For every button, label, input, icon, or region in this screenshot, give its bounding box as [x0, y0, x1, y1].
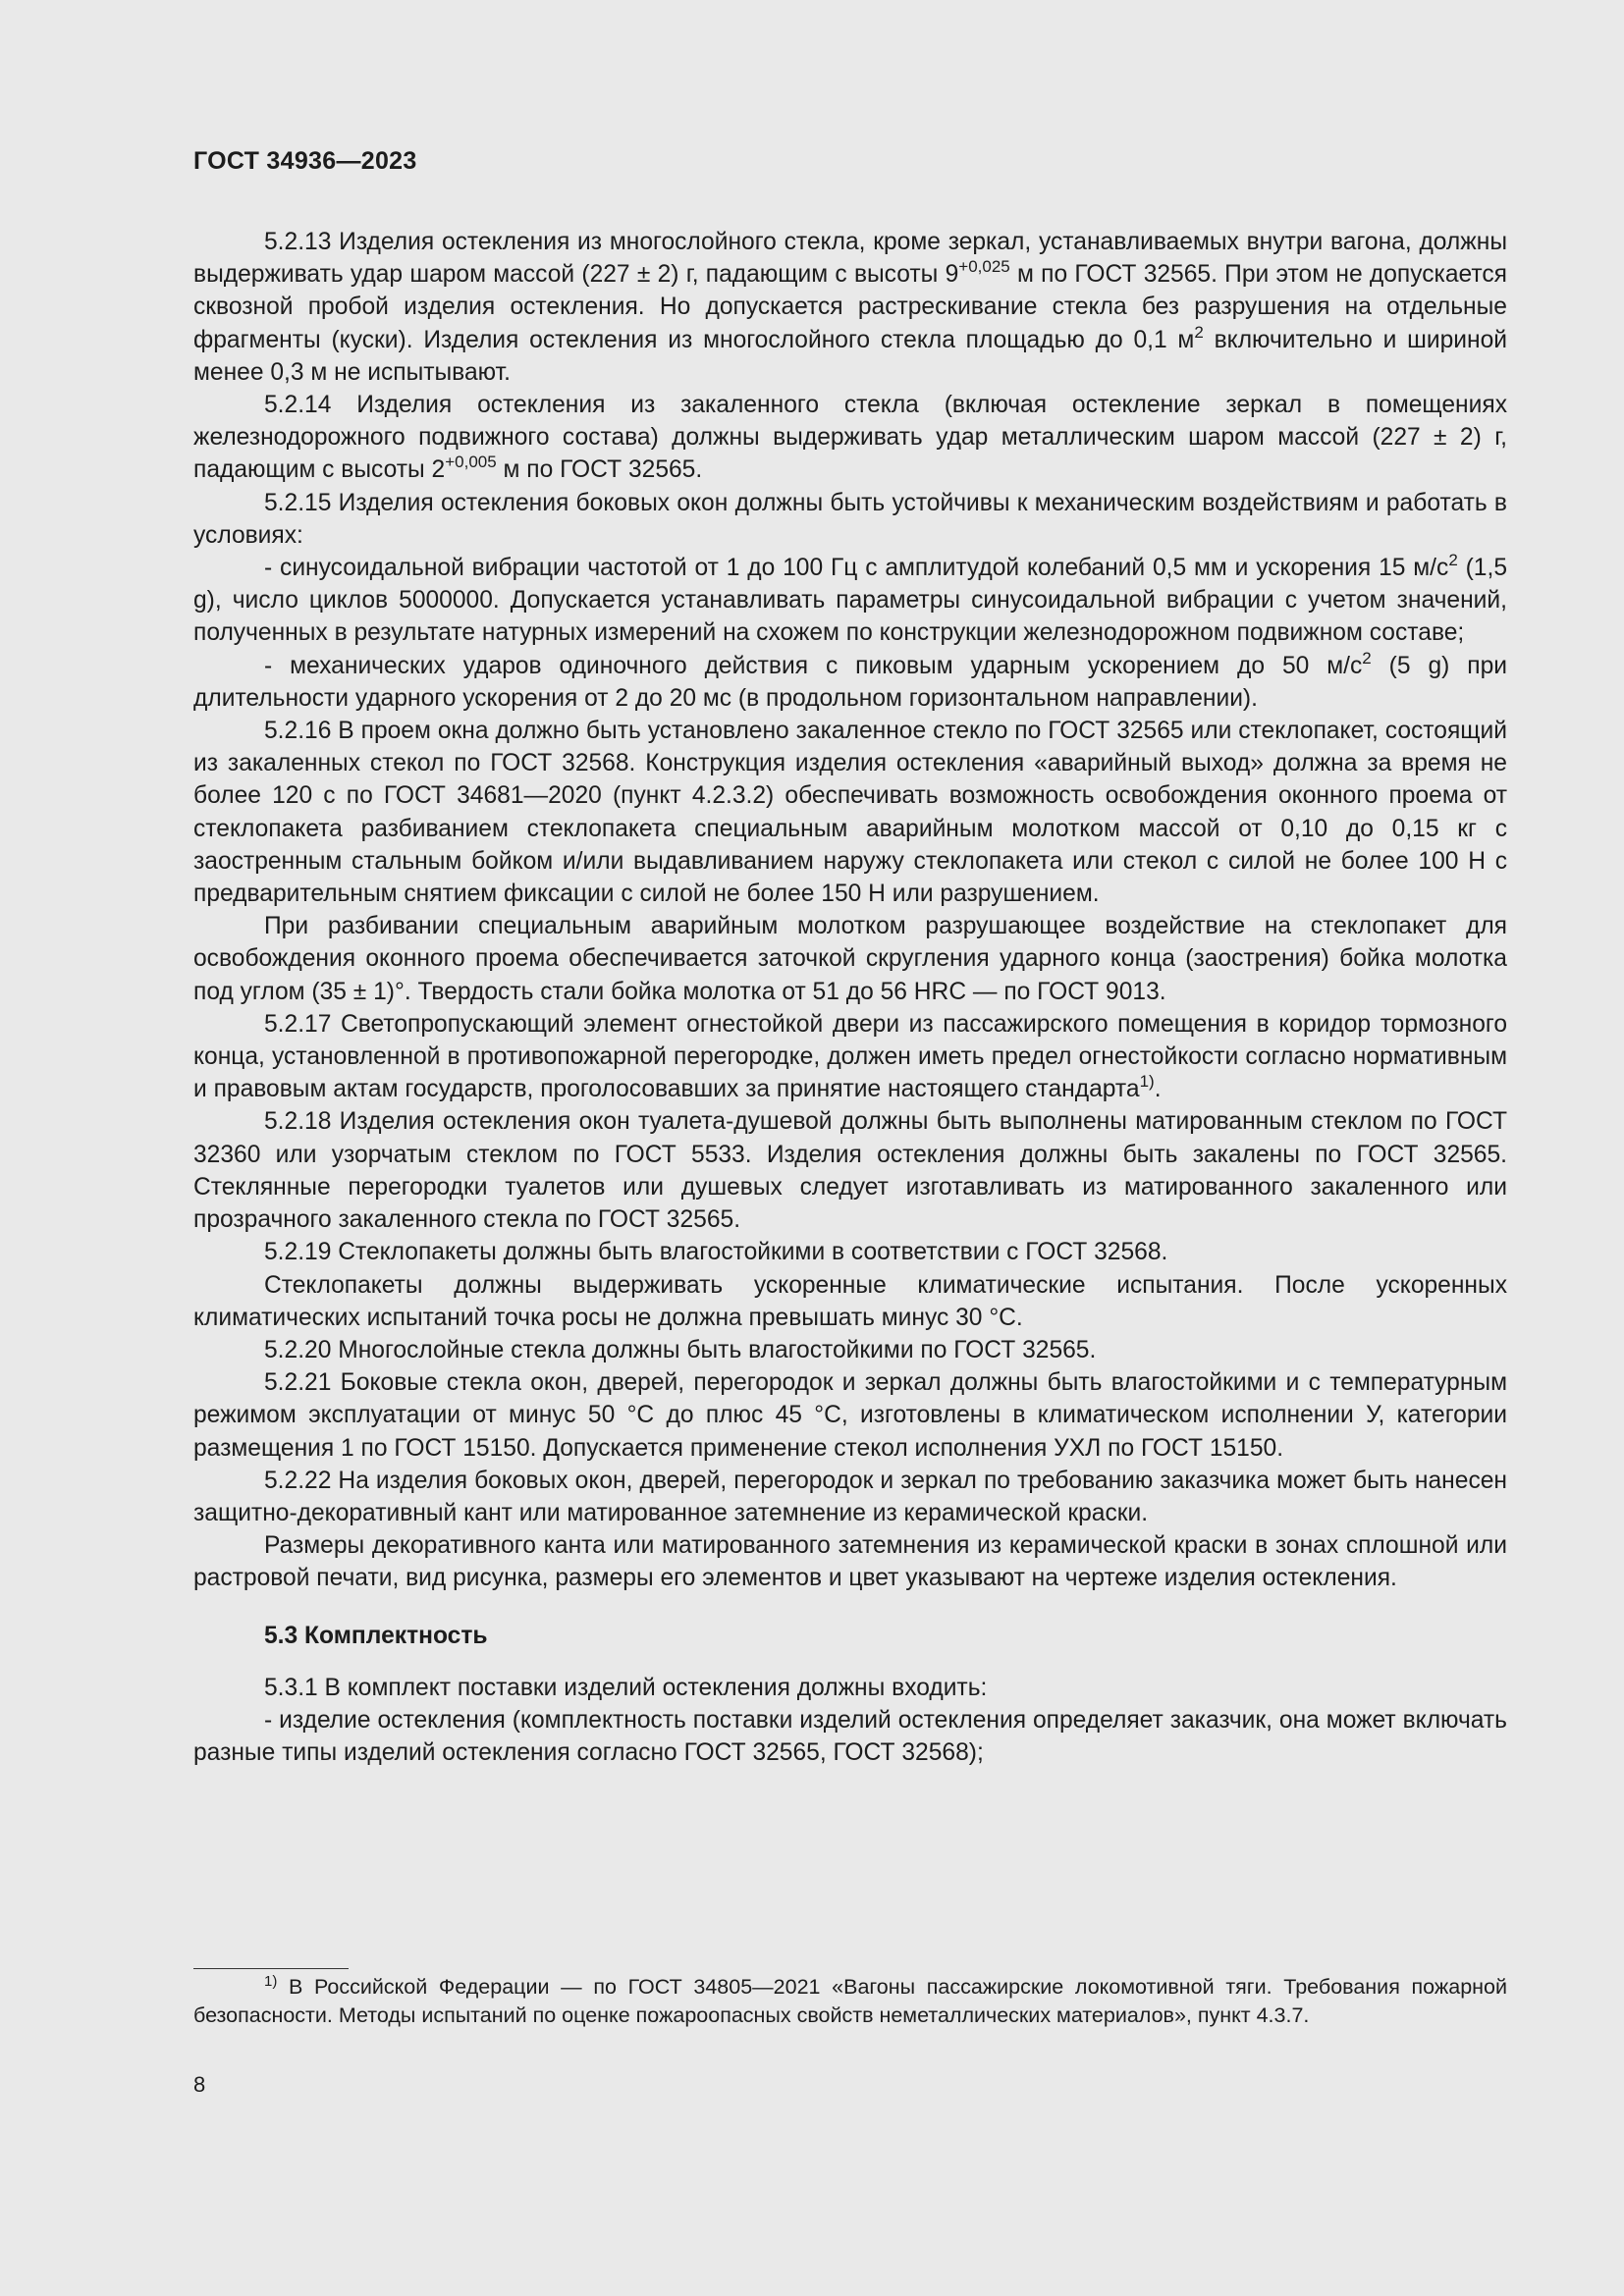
- paragraph-5-2-22-continued: Размеры декоративного канта или матированного затемнения из керамической краски в зонах сплошной или растровой печати, вид рисунка, размеры его элементов и цвет указывают на чертеже изделия остекления.: [193, 1532, 1507, 1592]
- paragraph-5-2-14: [193, 389, 1507, 487]
- superscript: +0,025: [958, 257, 1010, 277]
- text-segment: - механических ударов одиночного действия с пиковым ударным ускорением до 50 м/с: [264, 652, 1363, 679]
- paragraph-5-2-20: 5.2.20 Многослойные стекла должны быть влагостойкими по ГОСТ 32565.: [264, 1336, 1097, 1363]
- paragraph-5-2-22: 5.2.22 На изделия боковых окон, дверей, перегородок и зеркал по требованию заказчика может быть нанесен защитно-декоративный кант или матированное затемнение из керамической краски.: [193, 1467, 1507, 1526]
- footnote-paragraph: [193, 1973, 1507, 2029]
- text-segment: м по ГОСТ 32565. При этом не допускается сквозной пробой изделия остекления. Но допускается растрескивание стекла без разрушения на отдельные фрагменты (куски). Изделия остекления из многослойного стекла площадью до 0,1 м: [193, 261, 1507, 353]
- paragraph-5-2-15: 5.2.15 Изделия остекления боковых окон должны быть устойчивы к механическим воздействиям и работать в условиях:: [193, 489, 1507, 549]
- superscript: 2: [1448, 551, 1458, 570]
- paragraph-5-3-1: 5.3.1 В комплект поставки изделий остекления должны входить:: [264, 1674, 988, 1701]
- paragraph-5-2-16: 5.2.16 В проем окна должно быть установлено закаленное стекло по ГОСТ 32565 или стеклопакет, состоящий из закаленных стекол по ГОСТ 32568. Конструкция изделия остекления «аварийный выход» должна за время не более 120 с по ГОСТ 34681—2020 (пункт 4.2.3.2) обеспечивать возможность освобождения оконного проема от стеклопакета разбиванием стеклопакета специальным аварийным молотком массой от 0,10 до 0,15 кг с заостренным стальным бойком и/или выдавливанием наружу стеклопакета или стекол с силой не более 100 Н с предварительным снятием фиксации с силой не более 150 Н или разрушением.: [193, 718, 1507, 908]
- paragraph-5-2-13: [193, 226, 1507, 389]
- document-header: ГОСТ 34936—2023: [193, 147, 417, 175]
- text-segment: м по ГОСТ 32565.: [496, 456, 703, 484]
- superscript: 2: [1362, 648, 1372, 667]
- text-segment: 5.2.14 Изделия остекления из закаленного стекла (включая остекление зеркал в помещениях железнодорожного подвижного состава) должны выдерживать удар металлическим шаром массой (227 ± 2) г, падающим с высоты 2: [193, 392, 1507, 484]
- text-segment: (5 g) при длительности ударного ускорения от 2 до 20 мс (в продольном горизонтальном направлении).: [193, 652, 1507, 712]
- footnote-text: В Российской Федерации — по ГОСТ 34805—2021 «Вагоны пассажирские локомотивной тяги. Требования пожарной безопасности. Методы испытаний по оценке пожароопасных свойств неметаллических материалов», пункт 4.3.7.: [193, 1975, 1507, 2027]
- superscript: 2: [1194, 322, 1204, 342]
- text-segment: .: [1154, 1076, 1162, 1103]
- paragraph-5-2-16-continued: При разбивании специальным аварийным молотком разрушающее воздействие на стеклопакет для освобождения оконного проема обеспечивается заточкой скругления ударного конца (заострения) бойка молотка под углом (35 ± 1)°. Твердость стали бойка молотка от 51 до 56 HRC — по ГОСТ 9013.: [193, 913, 1507, 1005]
- list-item-shock: [193, 650, 1507, 715]
- paragraph-5-2-18: 5.2.18 Изделия остекления окон туалета-душевой должны быть выполнены матированным стеклом по ГОСТ 32360 или узорчатым стеклом по ГОСТ 5533. Изделия остекления должны быть закалены по ГОСТ 32565. Стеклянные перегородки туалетов или душевых следует изготавливать из матированного закаленного или прозрачного закаленного стекла по ГОСТ 32565.: [193, 1108, 1507, 1234]
- page-number: 8: [193, 2072, 206, 2097]
- text-segment: включительно и шириной менее 0,3 м не испытывают.: [193, 326, 1507, 386]
- document-body: [193, 226, 1507, 1769]
- paragraph-5-2-19: 5.2.19 Стеклопакеты должны быть влагостойкими в соответствии с ГОСТ 32568.: [264, 1239, 1168, 1266]
- section-heading-5-3: 5.3 Комплектность: [264, 1622, 488, 1649]
- paragraph-5-2-19-continued: Стеклопакеты должны выдерживать ускоренные климатические испытания. После ускоренных климатических испытаний точка росы не должна превышать минус 30 °С.: [193, 1271, 1507, 1331]
- text-segment: 5.2.17 Светопропускающий элемент огнестойкой двери из пассажирского помещения в коридор тормозного конца, установленной в противопожарной перегородке, должен иметь предел огнестойкости согласно нормативным и правовым актам государств, проголосовавших за принятие настоящего стандарта: [193, 1010, 1507, 1103]
- footnote: [193, 1973, 1507, 2029]
- footnote-divider: [193, 1968, 349, 1969]
- footnote-mark: 1): [264, 1973, 278, 1990]
- text-segment: 5.2.13 Изделия остекления из многослойного стекла, кроме зеркал, устанавливаемых внутри вагона, должны выдерживать удар шаром массой (227 ± 2) г, падающим с высоты 9: [193, 229, 1507, 289]
- list-item-vibration: [193, 552, 1507, 650]
- text-segment: - синусоидальной вибрации частотой от 1 до 100 Гц с амплитудой колебаний 0,5 мм и ускорения 15 м/с: [264, 555, 1449, 582]
- list-item-glazing-product: - изделие остекления (комплектность поставки изделий остекления определяет заказчик, она может включать разные типы изделий остекления согласно ГОСТ 32565, ГОСТ 32568);: [193, 1706, 1507, 1767]
- footnote-reference: 1): [1139, 1072, 1155, 1092]
- text-segment: (1,5 g), число циклов 5000000. Допускается устанавливать параметры синусоидальной вибрации с учетом значений, полученных в результате натурных измерений на схожем по конструкции железнодорожном подвижном составе;: [193, 555, 1507, 647]
- paragraph-5-2-21: 5.2.21 Боковые стекла окон, дверей, перегородок и зеркал должны быть влагостойкими и с температурным режимом эксплуатации от минус 50 °С до плюс 45 °С, изготовлены в климатическом исполнении У, категории размещения 1 по ГОСТ 15150. Допускается применение стекол исполнения УХЛ по ГОСТ 15150.: [193, 1369, 1507, 1462]
- paragraph-5-2-17: [193, 1008, 1507, 1106]
- superscript: +0,005: [445, 453, 497, 472]
